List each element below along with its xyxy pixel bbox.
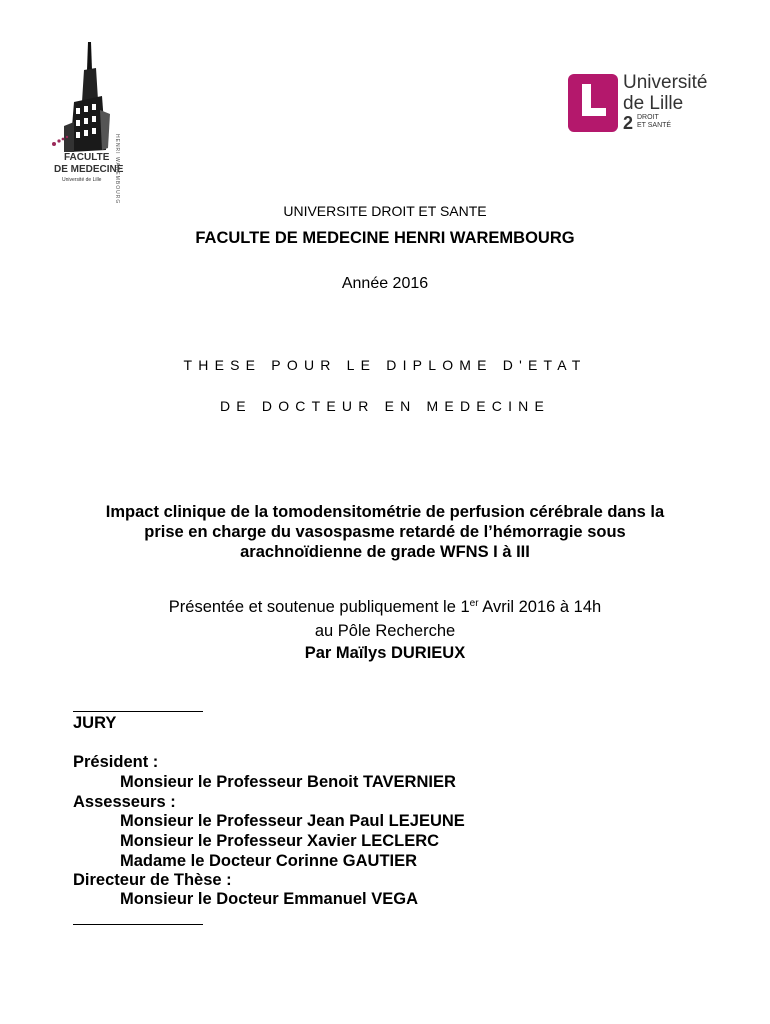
university-logo — [566, 72, 726, 134]
thesis-type-line2: DE DOCTEUR EN MEDECINE — [219, 398, 551, 414]
assessor-1: Monsieur le Professeur Jean Paul LEJEUNE — [120, 812, 465, 830]
president-name: Monsieur le Professeur Benoit TAVERNIER — [120, 773, 456, 791]
thesis-title-line1: Impact clinique de la tomodensitométrie de perfusion cérébrale dans la — [105, 503, 665, 521]
thesis-title-line3: arachnoïdienne de grade WFNS I à III — [240, 543, 530, 561]
faculty-logo — [44, 40, 144, 205]
thesis-author: Par Maïlys DURIEUX — [304, 644, 466, 662]
presentation-superscript: er — [469, 598, 479, 609]
university-logo-line2: de Lille — [623, 93, 684, 114]
presentation-text-before: Présentée et soutenue publiquement le 1 — [168, 598, 470, 616]
director-name: Monsieur le Docteur Emmanuel VEGA — [120, 890, 418, 908]
university-logo-number: 2 — [623, 113, 634, 133]
university-logo-line1: Université — [623, 72, 708, 93]
president-label: Président : — [73, 753, 159, 771]
assessor-2: Monsieur le Professeur Xavier LECLERC — [120, 832, 440, 850]
divider-top — [73, 711, 203, 712]
faculty-logo-line3: Université de Lille — [62, 177, 102, 183]
thesis-type-line1: THESE POUR LE DIPLOME D'ETAT — [183, 357, 587, 373]
assessor-3: Madame le Docteur Corinne GAUTIER — [120, 852, 418, 870]
presentation-text-after: Avril 2016 à 14h — [478, 598, 602, 616]
thesis-title-line2: prise en charge du vasospasme retardé de l’hémorragie sous — [144, 523, 626, 541]
university-l-icon — [568, 74, 618, 132]
assessors-label: Assesseurs : — [73, 793, 176, 811]
university-logo-sub2: ET SANTÉ — [637, 122, 672, 129]
university-name: UNIVERSITE DROIT ET SANTE — [283, 203, 487, 219]
presentation-location: au Pôle Recherche — [314, 622, 456, 640]
presentation-date — [0, 598, 770, 617]
university-logo-sub1: DROIT — [637, 114, 659, 121]
director-label: Directeur de Thèse : — [73, 871, 232, 889]
faculty-name: FACULTE DE MEDECINE HENRI WAREMBOURG — [195, 229, 575, 247]
divider-bottom — [73, 924, 203, 925]
academic-year: Année 2016 — [341, 275, 429, 292]
faculty-logo-line2: DE MEDECINE — [54, 164, 124, 175]
faculty-logo-line1: FACULTE — [64, 152, 110, 163]
jury-heading: JURY — [73, 714, 117, 732]
faculty-logo-arc: HENRI WAREMBOURG — [114, 134, 120, 205]
